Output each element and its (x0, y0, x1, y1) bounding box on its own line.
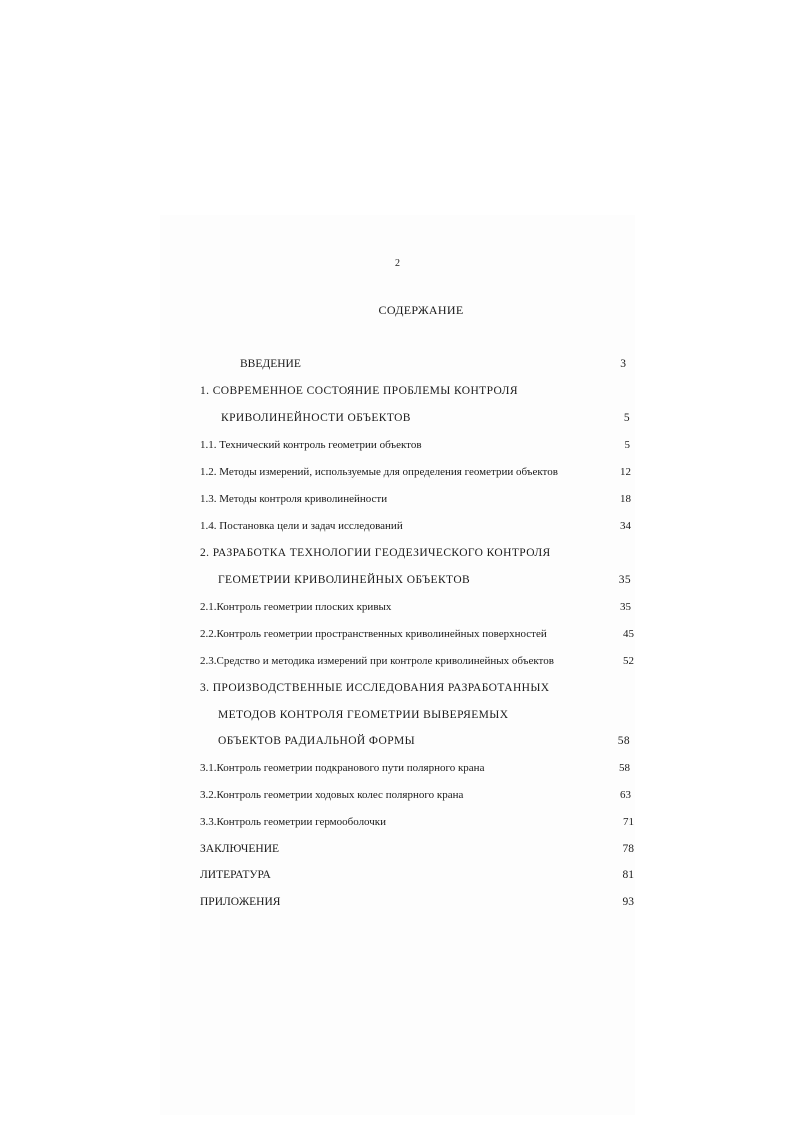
toc-entry-page: 52 (623, 655, 634, 667)
toc-entry-text: 1.2. Методы измерений, используемые для определения геометрии объектов (200, 466, 558, 478)
toc-entry-chapter-3 (200, 680, 630, 696)
toc-entry-text: КРИВОЛИНЕЙНОСТИ ОБЪЕКТОВ (221, 412, 411, 424)
toc-entry-section-1-4 (200, 518, 631, 534)
toc-entry-chapter-3-cont (218, 707, 630, 723)
toc-entry-section-2-2 (200, 626, 634, 642)
toc-entry-page: 12 (620, 466, 631, 478)
toc-entry-section-2-3 (200, 653, 634, 669)
toc-entry-page: 18 (620, 493, 631, 505)
toc-entry-text: ЛИТЕРАТУРА (200, 869, 271, 881)
toc-entry-text: 2.2.Контроль геометрии пространственных криволинейных поверхностей (200, 628, 547, 640)
toc-entry-page: 81 (622, 869, 634, 881)
toc-entry-conclusion (200, 841, 634, 857)
toc-entry-text: 3.3.Контроль геометрии гермооболочки (200, 816, 387, 828)
toc-entry-text: ОБЪЕКТОВ РАДИАЛЬНОЙ ФОРМЫ (218, 735, 416, 747)
toc-entry-page: 34 (620, 520, 631, 532)
toc-entry-appendices (200, 894, 634, 910)
toc-entry-text: 1. СОВРЕМЕННОЕ СОСТОЯНИЕ ПРОБЛЕМЫ КОНТРОЛЯ (200, 385, 518, 397)
toc-entry-text: 2. РАЗРАБОТКА ТЕХНОЛОГИИ ГЕОДЕЗИЧЕСКОГО КОНТРОЛЯ (200, 547, 551, 559)
toc-entry-page: 58 (619, 762, 630, 774)
toc-entry-text: 2.3.Средство и методика измерений при контроле криволинейных объектов (200, 655, 554, 667)
toc-entry-page: 3 (620, 358, 626, 370)
toc-entry-page: 58 (617, 735, 630, 747)
toc-entry-text: 1.4. Постановка цели и задач исследований (200, 520, 403, 532)
toc-entry-page: 35 (620, 601, 631, 613)
toc-entry-chapter-1 (200, 383, 630, 399)
toc-entry-page: 78 (622, 843, 634, 855)
toc-entry-page: 63 (620, 789, 631, 801)
toc-entry-page: 93 (622, 896, 634, 908)
toc-entry-section-1-3 (200, 491, 631, 507)
toc-entry-text: 3.2.Контроль геометрии ходовых колес полярного крана (200, 789, 464, 801)
toc-entry-text: ПРИЛОЖЕНИЯ (200, 896, 281, 908)
toc-entry-section-3-1 (200, 760, 630, 776)
toc-entry-section-3-2 (200, 787, 631, 803)
toc-entry-section-2-1 (200, 599, 631, 615)
toc-entry-page: 45 (623, 628, 634, 640)
toc-entry-text: ВВЕДЕНИЕ (240, 358, 301, 370)
toc-entry-text: 1.1. Технический контроль геометрии объектов (200, 439, 422, 451)
toc-entry-text: 1.3. Методы контроля криволинейности (200, 493, 388, 505)
toc-entry-text: 3.1.Контроль геометрии подкранового пути полярного крана (200, 762, 485, 774)
toc-entry-page: 5 (624, 439, 630, 451)
toc-entry-text: ГЕОМЕТРИИ КРИВОЛИНЕЙНЫХ ОБЪЕКТОВ (218, 574, 471, 586)
toc-entry-section-1-1 (200, 437, 630, 453)
toc-entry-references (200, 867, 634, 883)
page-number: 2 (395, 258, 400, 269)
toc-entry-text: ЗАКЛЮЧЕНИЕ (200, 843, 280, 855)
toc-entry-chapter-3-cont-2 (218, 733, 630, 749)
toc-entry-page: 71 (623, 816, 634, 828)
toc-entry-text: 3. ПРОИЗВОДСТВЕННЫЕ ИССЛЕДОВАНИЯ РАЗРАБОТАННЫХ (200, 682, 550, 694)
toc-entry-chapter-2-cont (218, 572, 631, 588)
toc-entry-chapter-1-cont (221, 410, 630, 426)
toc-entry-page: 35 (618, 574, 631, 586)
toc-entry-introduction (240, 356, 626, 372)
toc-title: СОДЕРЖАНИЕ (378, 303, 464, 317)
toc-entry-section-1-2 (200, 464, 631, 480)
toc-entry-text: МЕТОДОВ КОНТРОЛЯ ГЕОМЕТРИИ ВЫВЕРЯЕМЫХ (218, 709, 509, 721)
toc-entry-page: 5 (623, 412, 630, 424)
toc-entry-section-3-3 (200, 814, 634, 830)
toc-entry-text: 2.1.Контроль геометрии плоских кривых (200, 601, 392, 613)
toc-entry-chapter-2 (200, 545, 630, 561)
